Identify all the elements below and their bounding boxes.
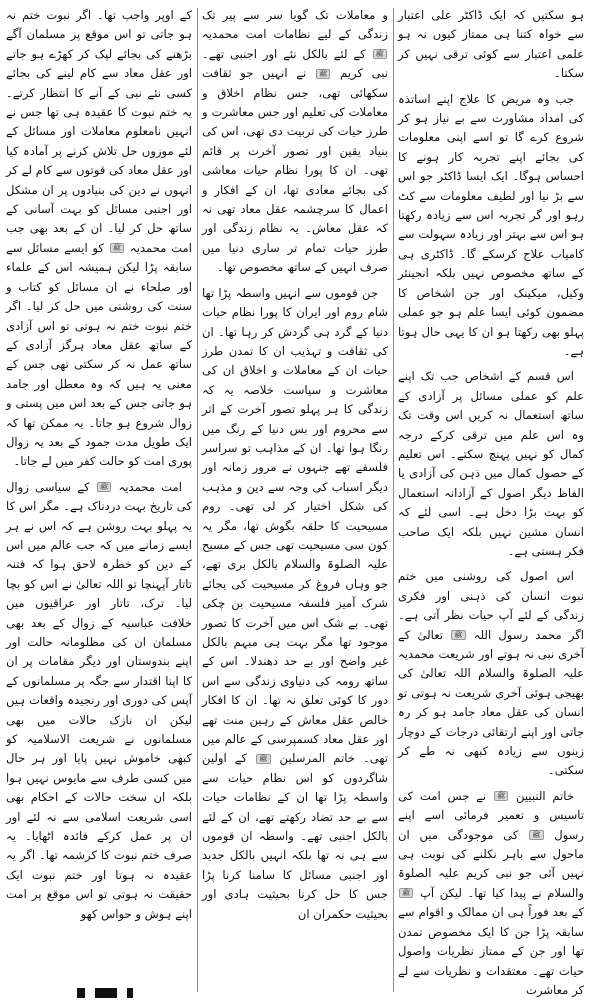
paragraph: جن قوموں سے انہیں واسطہ پڑا تھا شام روم اور ایران کا پورا نظام حیات دنیا کے گرد ہی گردش کر رہا تھا۔ ان کی ثقافت و تہذیب ان کا تمدن طرز حیات ان کے معاملات و اخلاق ان کی معاشرت و سیاست خلاصہ یہ کہ زندگی کا ہر پہلو تصور آخرت کے اثر سے محروم اور بس دنیا کے رنگ میں رنگا ہوا تھا۔ ان کے مذاہب تو سراسر فلسفے تھے جنہوں نے مرور زمانہ اور دیگر اسباب کی وجہ سے دین و مذہب کی شکل اختیار کر لی تھی۔ روم مسیحیت کا حلقہ بگوش تھا، مگر یہ کون سی مسیحیت تھی جس کے مسیح علیہ الصلوۃ والسلام بالکل بری تھے، جو وہاں فروغ کر مسیحیت کی بجائے شرک آمیز فلسفہ مسیحیت بن چکی تھی۔ بے شک اس میں آخرت کا تصور موجود تھا مگر بہت ہی مبہم بالکل غیر واضح اور بے حد دھندلا۔ اس کے ساتھ رومہ کی دنیاوی زندگی سے اس دور کا کوئی تعلق نہ تھا۔ ان کا افکار خالص عقل معاش کے رہین منت تھے اور عقل معاد کسمپرسی کے عالم میں تھی۔ خاتم المرسلین ﷺ کے اولین شاگردوں کو اس نظام حیات سے واسطہ پڑا تھا ان کے نظامات حیات سے بے حد تضاد رکھتے تھے، ان کے لئے بالکل اجنبی تھے۔ واسطہ ان قوموں سے ہی نہ تھا بلکہ انہیں بالکل جدید اور اجنبی مسائل کا سامنا کرنا پڑا جس کا حل کرنا بحیثیت ہادی اور بحیثیت حکمران ان <box>202 285 388 921</box>
paragraph: و معاملات تک گویا سر سے پیر تک زندگی کے لیے نظامات امت محمدیہ ﷺ کے لئے بالکل نئے اور اجنبی تھے۔ نبی کریم ﷺ نے انہیں جو ثقافت سکھائی تھی، جس نظام اخلاق و معاملات کی تعلیم اور جس معاشرت و طرز حیات کی تربیت دی تھی، اس کی بنیاد یقین اور تصور آخرت پر قائم تھی۔ ان کا پورا نظام حیات معاشی کی بجائے معادی تھا، ان کے افکار و اعمال کا سرچشمہ عقل معاد تھی نہ کہ عقل معاش۔ یہ نظام زندگی اور طرز حیات تمام تر ساری دنیا میں صرف انہیں کے ساتھ مخصوص تھا۔ <box>202 8 388 275</box>
column-divider-right <box>393 8 394 992</box>
honorific-badge: ﷺ <box>256 754 270 764</box>
text-column-right <box>398 6 584 997</box>
column-divider-left <box>197 8 198 992</box>
honorific-badge: ﷺ <box>451 630 465 640</box>
paragraph: اس اصول کی روشنی میں ختم نبوت انسان کی ذہنی اور فکری زندگی کے لئے آپ حیات نظر آتی ہے۔ اگر محمد رسول اللہ ﷺ تعالیٰ کے آخری نبی نہ ہوتے اور شریعت محمدیہ علیہ الصلوۃ والسلام اللہ تعالیٰ کی بھیجی ہوئی آخری شریعت نہ ہوتی تو انسان کی عقل معاد جامد ہو کر رہ جاتی اور اپنے ارتقائی درجات کے دوچار زینوں سے زیادہ کبھی نہ طے کر سکتی۔ <box>398 569 584 778</box>
paragraph: جب وہ مریض کا علاج اپنے اساتذہ کی امداد مشاورت سے بے نیاز ہو کر شروع کرے گا تو اسے اپنی معلومات کی بجائے اپنے تجربہ کار ہونے کا احساس ہوگا۔ ایک ایسا ڈاکٹر جو اس سے بڑ نیا اور لطیف معلومات سے کٹ رہو اور گر تجربہ اس سے زیادہ رکھتا ہو اس سے بہتر اور زیادہ سہولت سے کامیاب علاج کرسکے گا۔ ڈاکٹری ہی کے ساتھ مخصوص نہیں بلکہ انجینئر وکیل، میکینک اور جن اشخاص کا مضمون کوئی ایسا علم ہو جو عملی پہلو بھی رکھتا ہو ان کا یہی حال ہوتا ہے۔ <box>398 91 584 358</box>
honorific-badge: ﷺ <box>399 888 413 898</box>
cropped-footer-glyphs <box>60 984 150 998</box>
honorific-badge: ﷺ <box>529 830 543 840</box>
paragraph: ہو سکتیں کہ ایک ڈاکٹر علی اعتبار سے خواہ کتنا ہی ممتاز کیوں نہ ہو علمی اعتبار سے کوئی ترقی نہیں کر سکتا۔ <box>398 8 584 81</box>
honorific-badge: ﷺ <box>494 791 508 801</box>
honorific-badge: ﷺ <box>316 69 330 79</box>
honorific-badge: ﷺ <box>97 482 111 492</box>
paragraph: کے اوپر واجب تھا۔ اگر نبوت ختم نہ ہو جاتی تو اس موقع پر مسلمان آگے بڑھنے کی بجائے لپک کر کھڑے ہو جاتے اور عقل معاد سے کام لینے کی بجائے کسی نئے نبی کے آنے کا انتظار کرتے۔ یہ ختم نبوت کا عقیدہ ہی تھا جس نے انہیں نامعلوم معاملات اور مسائل کے لئے موزوں حل تلاش کرنے پر آمادہ کیا اور عقل معاد کی قوتوں سے کام لے کر انہوں نے دین کی بنیادوں پر ان مشکل اور اجنبی مسائل کو بہت آسانی کے ساتھ حل کر لیا۔ ان کے بعد بھی جب امت محمدیہ ﷺ کو ایسے مسائل سے سابقہ پڑا لیکن ہمیشہ اس کے علماء اور صلحاء نے ان مسائل کو کتاب و سنت کی روشنی میں حل کر لیا۔ اگر ختم نبوت ختم نہ ہوتی تو اس آزادی کے ساتھ عقل معاد ہرگز آزادی کے ساتھ عمل نہ کر سکتی تھی جس کے معنی یہ ہیں کہ وہ معطل اور جامد ہو جاتی جس کے بعد اس میں پستی و زوال شروع ہو جاتا۔ یہ ممکن تھا کہ ایک طویل مدت جمود کے بعد یہ زوال پوری امت کو حالت کفر میں لے جاتا۔ <box>6 8 192 469</box>
honorific-badge: ﷺ <box>110 243 124 253</box>
paragraph: خاتم النبیین ﷺ نے جس امت کی تاسیس و تعمیر فرمائی اسے اپنے رسول ﷺ کی موجودگی میں ان ماحول سے باہر نکلنے کی نوبت ہی نہیں آئی جو نبی کریم علیہ الصلوۃ والسلام نے پیدا کیا تھا۔ لیکن آپ ﷺ کے بعد فوراً ہی ان ممالک و اقوام سے سابقہ پڑا جن کا ایک مخصوص تمدن تھا اور جن کے ممتاز نظریات واصول حیات تھے۔ معتقدات و نظریات سے لے کر معاشرت <box>398 788 584 997</box>
text-column-left <box>6 6 192 921</box>
honorific-badge: ﷺ <box>373 49 387 59</box>
paragraph: امت محمدیہ ﷺ کے سیاسی زوال کی تاریخ بہت دردناک ہے۔ مگر اس کا یہ پہلو بہت روشن ہے کہ اس نے ہر ایسے زمانے میں کہ جب عالم میں اس کے دین کو خطرہ لاحق ہوا کہ فتنہ تاتار آپہنچا تو اللہ تعالیٰ نے اس کو بچا لیا۔ ترک، تاتار اور عراقیوں میں خلافت عباسیہ کے زوال کے بعد بھی مسلمان ان کی مظلومانہ حالت اور اپنے بندوستان اور دیگر مقامات پر ان کا اپنا اقتدار سے جگہ پر مسلمانوں کے آپس کی دوری اور رنجیدہ واقعات ہیں لیکن ان نازک حالات میں بھی مسلمانوں نے شریعت الاسلامیہ کو کبھی خاموش نہیں پایا اور ہر حال میں کسی طرف سے مایوس نہیں ہوا بلکہ ان سخت حالات کے احکام بھی اسی شریعت اسلامی سے نہ لئے اور ان پر عمل کرکے فائدہ اٹھایا۔ یہ صرف ختم نبوت کا کرشمہ تھا۔ اگر یہ عقیدہ نہ ہوتا اور ختم نبوت ایک حقیقت نہ ہوتی تو اس موقع پر امت اپنے ہوش و حواس کھو <box>6 479 192 921</box>
paragraph: اس قسم کے اشخاص جب تک اپنے علم کو عملی مسائل پر آزادی کے ساتھ استعمال نہ کریں اس وقت تک وہ اس علم میں ترقی کرکے درجہ کمال کو نہیں پہنچ سکتے۔ اس تعلیم کے حصول کمال میں ذہن کی آزادی یا الفاظ دیگر اصول کے آزادانہ استعمال کو بہت بڑا دخل ہے۔ اسی لئے کہ انسان مشین نہیں بلکہ ایک صاحب فکر ہستی ہے۔ <box>398 369 584 558</box>
text-column-middle <box>202 6 388 921</box>
